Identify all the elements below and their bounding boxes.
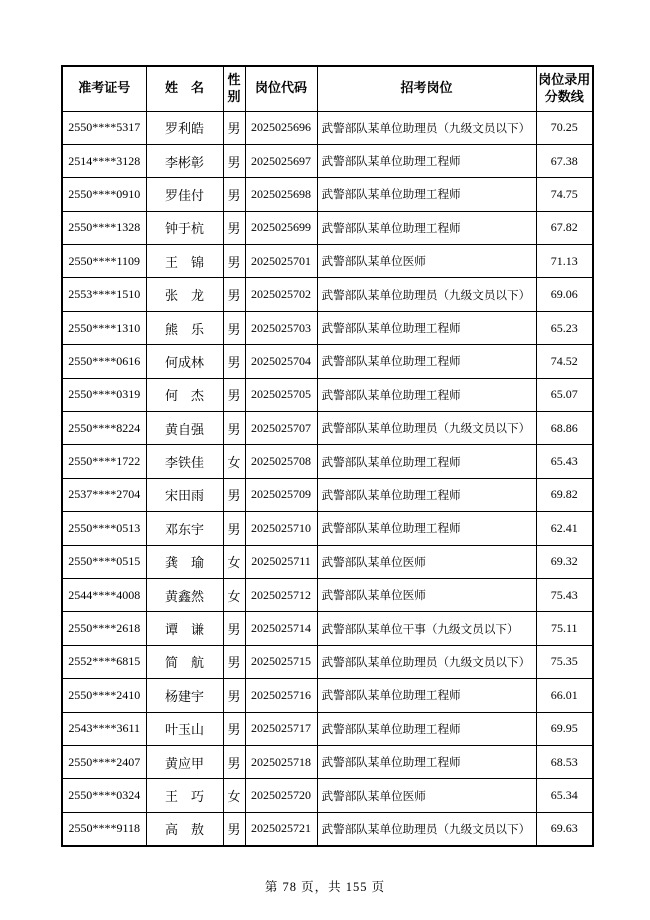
table-cell: 黄应甲 xyxy=(146,745,223,778)
table-cell: 2025025712 xyxy=(245,578,317,611)
table-cell: 70.25 xyxy=(536,111,593,144)
table-row xyxy=(62,178,593,211)
score-table xyxy=(61,65,594,847)
table-cell: 武警部队某单位助理工程师 xyxy=(317,144,536,177)
table-cell: 谭 谦 xyxy=(146,612,223,645)
column-header: 岗位代码 xyxy=(245,66,317,111)
table-cell: 65.23 xyxy=(536,311,593,344)
table-cell: 武警部队某单位干事（九级文员以下） xyxy=(317,612,536,645)
table-cell: 2025025702 xyxy=(245,278,317,311)
table-cell: 武警部队某单位助理员（九级文员以下） xyxy=(317,812,536,845)
table-cell: 2550****5317 xyxy=(62,111,146,144)
table-cell: 2025025721 xyxy=(245,812,317,845)
table-cell: 何 杰 xyxy=(146,378,223,411)
table-cell: 2025025696 xyxy=(245,111,317,144)
table-cell: 69.32 xyxy=(536,545,593,578)
table-cell: 2550****1109 xyxy=(62,245,146,278)
table-cell: 男 xyxy=(223,345,245,378)
table-cell: 74.52 xyxy=(536,345,593,378)
table-header xyxy=(62,66,593,111)
column-header: 招考岗位 xyxy=(317,66,536,111)
table-cell: 2025025714 xyxy=(245,612,317,645)
table-cell: 杨建宇 xyxy=(146,679,223,712)
table-cell: 高 敖 xyxy=(146,812,223,845)
table-row xyxy=(62,445,593,478)
table-cell: 2025025704 xyxy=(245,345,317,378)
table-cell: 宋田雨 xyxy=(146,478,223,511)
table-cell: 2025025703 xyxy=(245,311,317,344)
table-cell: 2550****0319 xyxy=(62,378,146,411)
table-cell: 67.38 xyxy=(536,144,593,177)
table-cell: 武警部队某单位助理工程师 xyxy=(317,311,536,344)
table-row xyxy=(62,378,593,411)
table-cell: 2025025707 xyxy=(245,412,317,445)
table-cell: 2550****0910 xyxy=(62,178,146,211)
table-cell: 2553****1510 xyxy=(62,278,146,311)
table-cell: 75.11 xyxy=(536,612,593,645)
table-cell: 龚 瑜 xyxy=(146,545,223,578)
table-cell: 武警部队某单位助理工程师 xyxy=(317,512,536,545)
table-cell: 65.43 xyxy=(536,445,593,478)
table-cell: 2514****3128 xyxy=(62,144,146,177)
table-cell: 68.53 xyxy=(536,745,593,778)
table-cell: 武警部队某单位助理工程师 xyxy=(317,712,536,745)
table-cell: 李彬彰 xyxy=(146,144,223,177)
table-cell: 武警部队某单位医师 xyxy=(317,245,536,278)
table-cell: 女 xyxy=(223,445,245,478)
table-cell: 邓东宇 xyxy=(146,512,223,545)
table-row xyxy=(62,545,593,578)
table-cell: 女 xyxy=(223,779,245,812)
table-row xyxy=(62,211,593,244)
table-cell: 男 xyxy=(223,478,245,511)
table-cell: 2025025708 xyxy=(245,445,317,478)
table-cell: 武警部队某单位助理工程师 xyxy=(317,445,536,478)
table-row xyxy=(62,311,593,344)
table-row xyxy=(62,612,593,645)
table-cell: 2025025717 xyxy=(245,712,317,745)
table-cell: 2550****2618 xyxy=(62,612,146,645)
table-cell: 简 航 xyxy=(146,645,223,678)
table-cell: 男 xyxy=(223,378,245,411)
table-cell: 男 xyxy=(223,745,245,778)
table-cell: 武警部队某单位医师 xyxy=(317,779,536,812)
table-cell: 武警部队某单位助理工程师 xyxy=(317,745,536,778)
table-cell: 2550****0324 xyxy=(62,779,146,812)
table-cell: 男 xyxy=(223,712,245,745)
table-cell: 武警部队某单位医师 xyxy=(317,545,536,578)
header-row xyxy=(62,66,593,111)
table-cell: 71.13 xyxy=(536,245,593,278)
table-cell: 男 xyxy=(223,512,245,545)
table-body xyxy=(62,111,593,846)
table-row xyxy=(62,745,593,778)
page-number: 第 78 页，共 155 页 xyxy=(264,880,386,894)
table-cell: 2025025705 xyxy=(245,378,317,411)
table-row xyxy=(62,812,593,845)
table-cell: 2550****0515 xyxy=(62,545,146,578)
table-cell: 65.34 xyxy=(536,779,593,812)
table-cell: 钟于杭 xyxy=(146,211,223,244)
table-cell: 2025025716 xyxy=(245,679,317,712)
table-row xyxy=(62,679,593,712)
table-cell: 2543****3611 xyxy=(62,712,146,745)
table-cell: 武警部队某单位助理工程师 xyxy=(317,478,536,511)
table-cell: 武警部队某单位助理工程师 xyxy=(317,679,536,712)
table-cell: 2550****1310 xyxy=(62,311,146,344)
table-cell: 2025025718 xyxy=(245,745,317,778)
table-cell: 男 xyxy=(223,679,245,712)
table-cell: 2025025720 xyxy=(245,779,317,812)
table-cell: 张 龙 xyxy=(146,278,223,311)
table-cell: 2025025701 xyxy=(245,245,317,278)
table-cell: 李铁佳 xyxy=(146,445,223,478)
table-row xyxy=(62,645,593,678)
table-row xyxy=(62,578,593,611)
table-cell: 女 xyxy=(223,578,245,611)
table-cell: 2025025709 xyxy=(245,478,317,511)
table-cell: 2550****1722 xyxy=(62,445,146,478)
table-cell: 67.82 xyxy=(536,211,593,244)
column-header: 性别 xyxy=(223,66,245,111)
table-cell: 2025025698 xyxy=(245,178,317,211)
table-cell: 熊 乐 xyxy=(146,311,223,344)
table-cell: 75.35 xyxy=(536,645,593,678)
table-cell: 66.01 xyxy=(536,679,593,712)
table-cell: 2550****9118 xyxy=(62,812,146,845)
table-row xyxy=(62,512,593,545)
table-cell: 罗佳付 xyxy=(146,178,223,211)
table-cell: 黄自强 xyxy=(146,412,223,445)
table-row xyxy=(62,412,593,445)
table-cell: 武警部队某单位助理工程师 xyxy=(317,378,536,411)
table-cell: 黄鑫然 xyxy=(146,578,223,611)
table-cell: 男 xyxy=(223,812,245,845)
table-cell: 男 xyxy=(223,178,245,211)
table-cell: 武警部队某单位医师 xyxy=(317,578,536,611)
table-row xyxy=(62,278,593,311)
table-cell: 武警部队某单位助理员（九级文员以下） xyxy=(317,412,536,445)
table-cell: 男 xyxy=(223,278,245,311)
table-cell: 男 xyxy=(223,612,245,645)
table-cell: 2537****2704 xyxy=(62,478,146,511)
table-cell: 女 xyxy=(223,545,245,578)
table-cell: 69.06 xyxy=(536,278,593,311)
table-cell: 69.63 xyxy=(536,812,593,845)
table-cell: 2025025699 xyxy=(245,211,317,244)
table-cell: 2550****8224 xyxy=(62,412,146,445)
table-cell: 王 锦 xyxy=(146,245,223,278)
column-header: 姓 名 xyxy=(146,66,223,111)
table-cell: 武警部队某单位助理工程师 xyxy=(317,345,536,378)
table-row xyxy=(62,345,593,378)
table-cell: 男 xyxy=(223,645,245,678)
table-cell: 男 xyxy=(223,144,245,177)
table-cell: 2025025711 xyxy=(245,545,317,578)
table-cell: 男 xyxy=(223,311,245,344)
table-cell: 2550****0513 xyxy=(62,512,146,545)
table-cell: 2550****2410 xyxy=(62,679,146,712)
table-cell: 68.86 xyxy=(536,412,593,445)
column-header: 准考证号 xyxy=(62,66,146,111)
table-row xyxy=(62,779,593,812)
table-cell: 叶玉山 xyxy=(146,712,223,745)
table-cell: 武警部队某单位助理工程师 xyxy=(317,211,536,244)
table-cell: 74.75 xyxy=(536,178,593,211)
table-cell: 62.41 xyxy=(536,512,593,545)
table-cell: 何成林 xyxy=(146,345,223,378)
table-cell: 2550****0616 xyxy=(62,345,146,378)
table-cell: 2550****2407 xyxy=(62,745,146,778)
table-row xyxy=(62,712,593,745)
table-cell: 武警部队某单位助理员（九级文员以下） xyxy=(317,278,536,311)
table-cell: 2550****1328 xyxy=(62,211,146,244)
table-cell: 69.82 xyxy=(536,478,593,511)
table-cell: 罗利皓 xyxy=(146,111,223,144)
table-cell: 男 xyxy=(223,412,245,445)
table-row xyxy=(62,478,593,511)
table-cell: 2552****6815 xyxy=(62,645,146,678)
table-cell: 男 xyxy=(223,211,245,244)
table-cell: 69.95 xyxy=(536,712,593,745)
column-header: 岗位录用分数线 xyxy=(536,66,593,111)
table-cell: 王 巧 xyxy=(146,779,223,812)
table-row xyxy=(62,144,593,177)
table-cell: 2025025710 xyxy=(245,512,317,545)
table-cell: 武警部队某单位助理员（九级文员以下） xyxy=(317,645,536,678)
table-cell: 75.43 xyxy=(536,578,593,611)
table-cell: 男 xyxy=(223,111,245,144)
table-cell: 武警部队某单位助理员（九级文员以下） xyxy=(317,111,536,144)
table-cell: 2544****4008 xyxy=(62,578,146,611)
table-cell: 男 xyxy=(223,245,245,278)
table-cell: 2025025697 xyxy=(245,144,317,177)
table-cell: 2025025715 xyxy=(245,645,317,678)
table-cell: 65.07 xyxy=(536,378,593,411)
table-cell: 武警部队某单位助理工程师 xyxy=(317,178,536,211)
table-row xyxy=(62,111,593,144)
table-row xyxy=(62,245,593,278)
